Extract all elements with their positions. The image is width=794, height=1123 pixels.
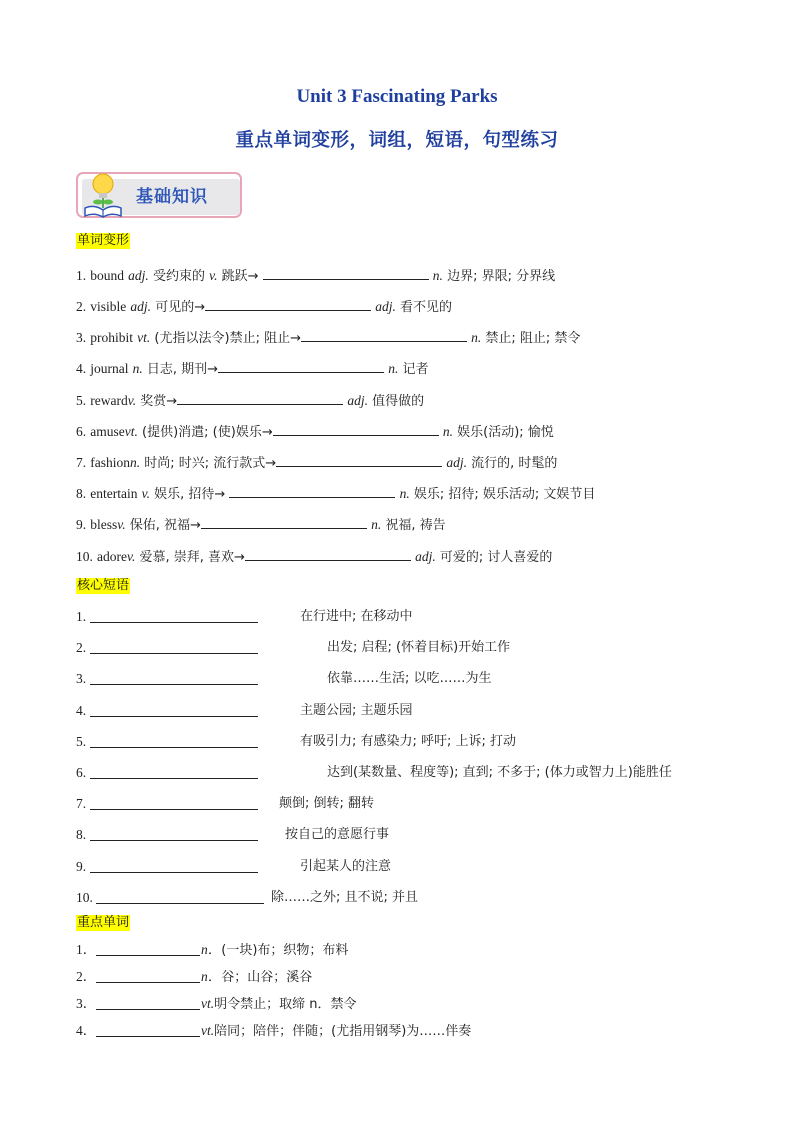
answer-blank[interactable] (90, 827, 258, 841)
section-heading-key-words: 重点单词 (77, 915, 130, 930)
list-item: 1. 在行进中; 在移动中 (76, 609, 413, 624)
section-heading-phrases: 核心短语 (77, 578, 130, 593)
list-item: 10. 除……之外; 且不说; 并且 (76, 890, 419, 905)
answer-blank[interactable] (273, 422, 439, 436)
list-item: 4. journal n. 日志, 期刊→ n. 记者 (76, 361, 429, 377)
list-item: 2. visible adj. 可见的→ adj. 看不见的 (76, 299, 453, 315)
list-item: 1． n．(一块)布；织物；布料 (76, 942, 349, 958)
list-item: 2． n．谷；山谷；溪谷 (76, 969, 313, 985)
answer-blank[interactable] (90, 609, 258, 623)
answer-blank[interactable] (229, 484, 395, 498)
list-item: 3. prohibit vt. (尤指以法令)禁止; 阻止→ n. 禁止; 阻止; 禁令 (76, 330, 581, 346)
title-english: Unit 3 Fascinating Parks (296, 86, 498, 107)
list-item: 8. entertain v. 娱乐, 招待→ n. 娱乐; 招待; 娱乐活动; 文娱节目 (76, 486, 596, 502)
list-item: 7. fashionn. 时尚; 时兴; 流行款式→ adj. 流行的, 时髦的 (76, 455, 558, 471)
list-item: 10. adorev. 爱慕, 崇拜, 喜欢→ adj. 可爱的; 讨人喜爱的 (76, 549, 553, 565)
answer-blank[interactable] (96, 890, 264, 904)
answer-blank[interactable] (90, 796, 258, 810)
list-item: 3. 依靠……生活; 以吃……为生 (76, 671, 492, 686)
list-item: 5. rewardv. 奖赏→ adj. 值得做的 (76, 393, 425, 409)
section-heading-word-forms: 单词变形 (77, 233, 130, 248)
list-item: 9. blessv. 保佑, 祝福→ n. 祝福, 祷告 (76, 517, 446, 533)
list-item: 3． vt.明令禁止；取缔 n．禁令 (76, 996, 357, 1012)
answer-blank[interactable] (245, 547, 411, 561)
answer-blank[interactable] (96, 1023, 200, 1037)
answer-blank[interactable] (90, 765, 258, 779)
answer-blank[interactable] (218, 359, 384, 373)
banner-label: 基础知识 (136, 187, 208, 207)
answer-blank[interactable] (205, 297, 371, 311)
list-item: 8. 按自己的意愿行事 (76, 827, 390, 842)
list-item: 1. bound adj. 受约束的 v. 跳跃→ n. 边界; 界限; 分界线 (76, 268, 556, 284)
list-item: 7. 颠倒; 倒转; 翻转 (76, 796, 375, 811)
list-item: 2. 出发; 启程; (怀着目标)开始工作 (76, 640, 511, 655)
list-item: 4. 主题公园; 主题乐园 (76, 703, 413, 718)
answer-blank[interactable] (96, 969, 200, 983)
answer-blank[interactable] (201, 515, 367, 529)
answer-blank[interactable] (263, 266, 429, 280)
answer-blank[interactable] (90, 703, 258, 717)
answer-blank[interactable] (90, 671, 258, 685)
list-item: 6. 达到(某数量、程度等); 直到; 不多于; (体力或智力上)能胜任 (76, 765, 672, 780)
answer-blank[interactable] (96, 942, 200, 956)
list-item: 6. amusevt. (提供)消遣; (使)娱乐→ n. 娱乐(活动); 愉悦 (76, 424, 554, 440)
basic-knowledge-banner (76, 170, 246, 222)
title-chinese: 重点单词变形，词组，短语，句型练习 (235, 130, 559, 151)
answer-blank[interactable] (301, 328, 467, 342)
list-item: 5. 有吸引力; 有感染力; 呼吁; 上诉; 打动 (76, 734, 517, 749)
answer-blank[interactable] (90, 734, 258, 748)
answer-blank[interactable] (90, 640, 258, 654)
list-item: 4． vt.陪同；陪伴；伴随；(尤指用钢琴)为……伴奏 (76, 1023, 472, 1039)
answer-blank[interactable] (90, 859, 258, 873)
lightbulb-book-icon (82, 170, 124, 220)
answer-blank[interactable] (276, 453, 442, 467)
answer-blank[interactable] (177, 391, 343, 405)
list-item: 9. 引起某人的注意 (76, 859, 392, 874)
answer-blank[interactable] (96, 996, 200, 1010)
